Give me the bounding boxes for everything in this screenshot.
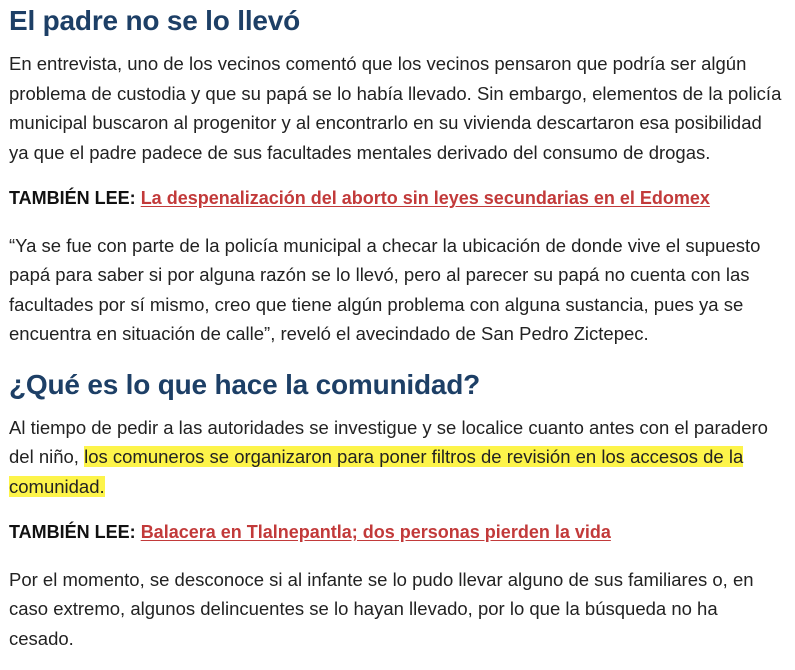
paragraph-interview: En entrevista, uno de los vecinos comentó que los vecinos pensaron que podría ser algún problema de custodia y que su papá se lo había llevado. Sin embargo, elementos de la policía municipal buscaron al progenitor y al encontrarlo en su vivienda descartaron esa posibilidad ya que el padre padece de sus facultades mentales derivado del consumo de drogas. xyxy=(9,53,782,163)
section-heading-community: ¿Qué es lo que hace la comunidad? xyxy=(9,368,481,400)
article-body xyxy=(9,0,785,670)
related-label: TAMBIÉN LEE: xyxy=(9,522,136,542)
highlighted-text: los comuneros se organizaron para poner filtros de revisión en los accesos de la comunidad. xyxy=(9,446,744,497)
related-link-balacera[interactable]: Balacera en Tlalnepantla; dos personas pierden la vida xyxy=(140,522,611,542)
related-label: TAMBIÉN LEE: xyxy=(9,188,136,208)
related-link-aborto[interactable]: La despenalización del aborto sin leyes secundarias en el Edomex xyxy=(140,188,710,208)
paragraph-community xyxy=(9,413,785,502)
related-article-2 xyxy=(9,518,785,548)
related-article-1 xyxy=(9,184,785,214)
paragraph-community-text: Al tiempo de pedir a las autoridades se investigue y se localice cuanto antes con el paradero del niño, xyxy=(9,416,768,467)
paragraph-closing: Por el momento, se desconoce si al infante se lo pudo llevar alguno de sus familiares o, en caso extremo, algunos delincuentes se lo hayan llevado, por lo que la búsqueda no ha cesado. xyxy=(9,568,754,649)
section-heading-father: El padre no se lo llevó xyxy=(9,5,301,36)
paragraph-quote: “Ya se fue con parte de la policía municipal a checar la ubicación de donde vive el supuesto papá para saber si por alguna razón se lo llevó, pero al parecer su papá no cuenta con las facultades por sí mismo, creo que tiene algún problema con alguna sustancia, pues ya se encuentra en situación de calle”, reveló el avecindado de San Pedro Zictepec. xyxy=(9,234,761,344)
